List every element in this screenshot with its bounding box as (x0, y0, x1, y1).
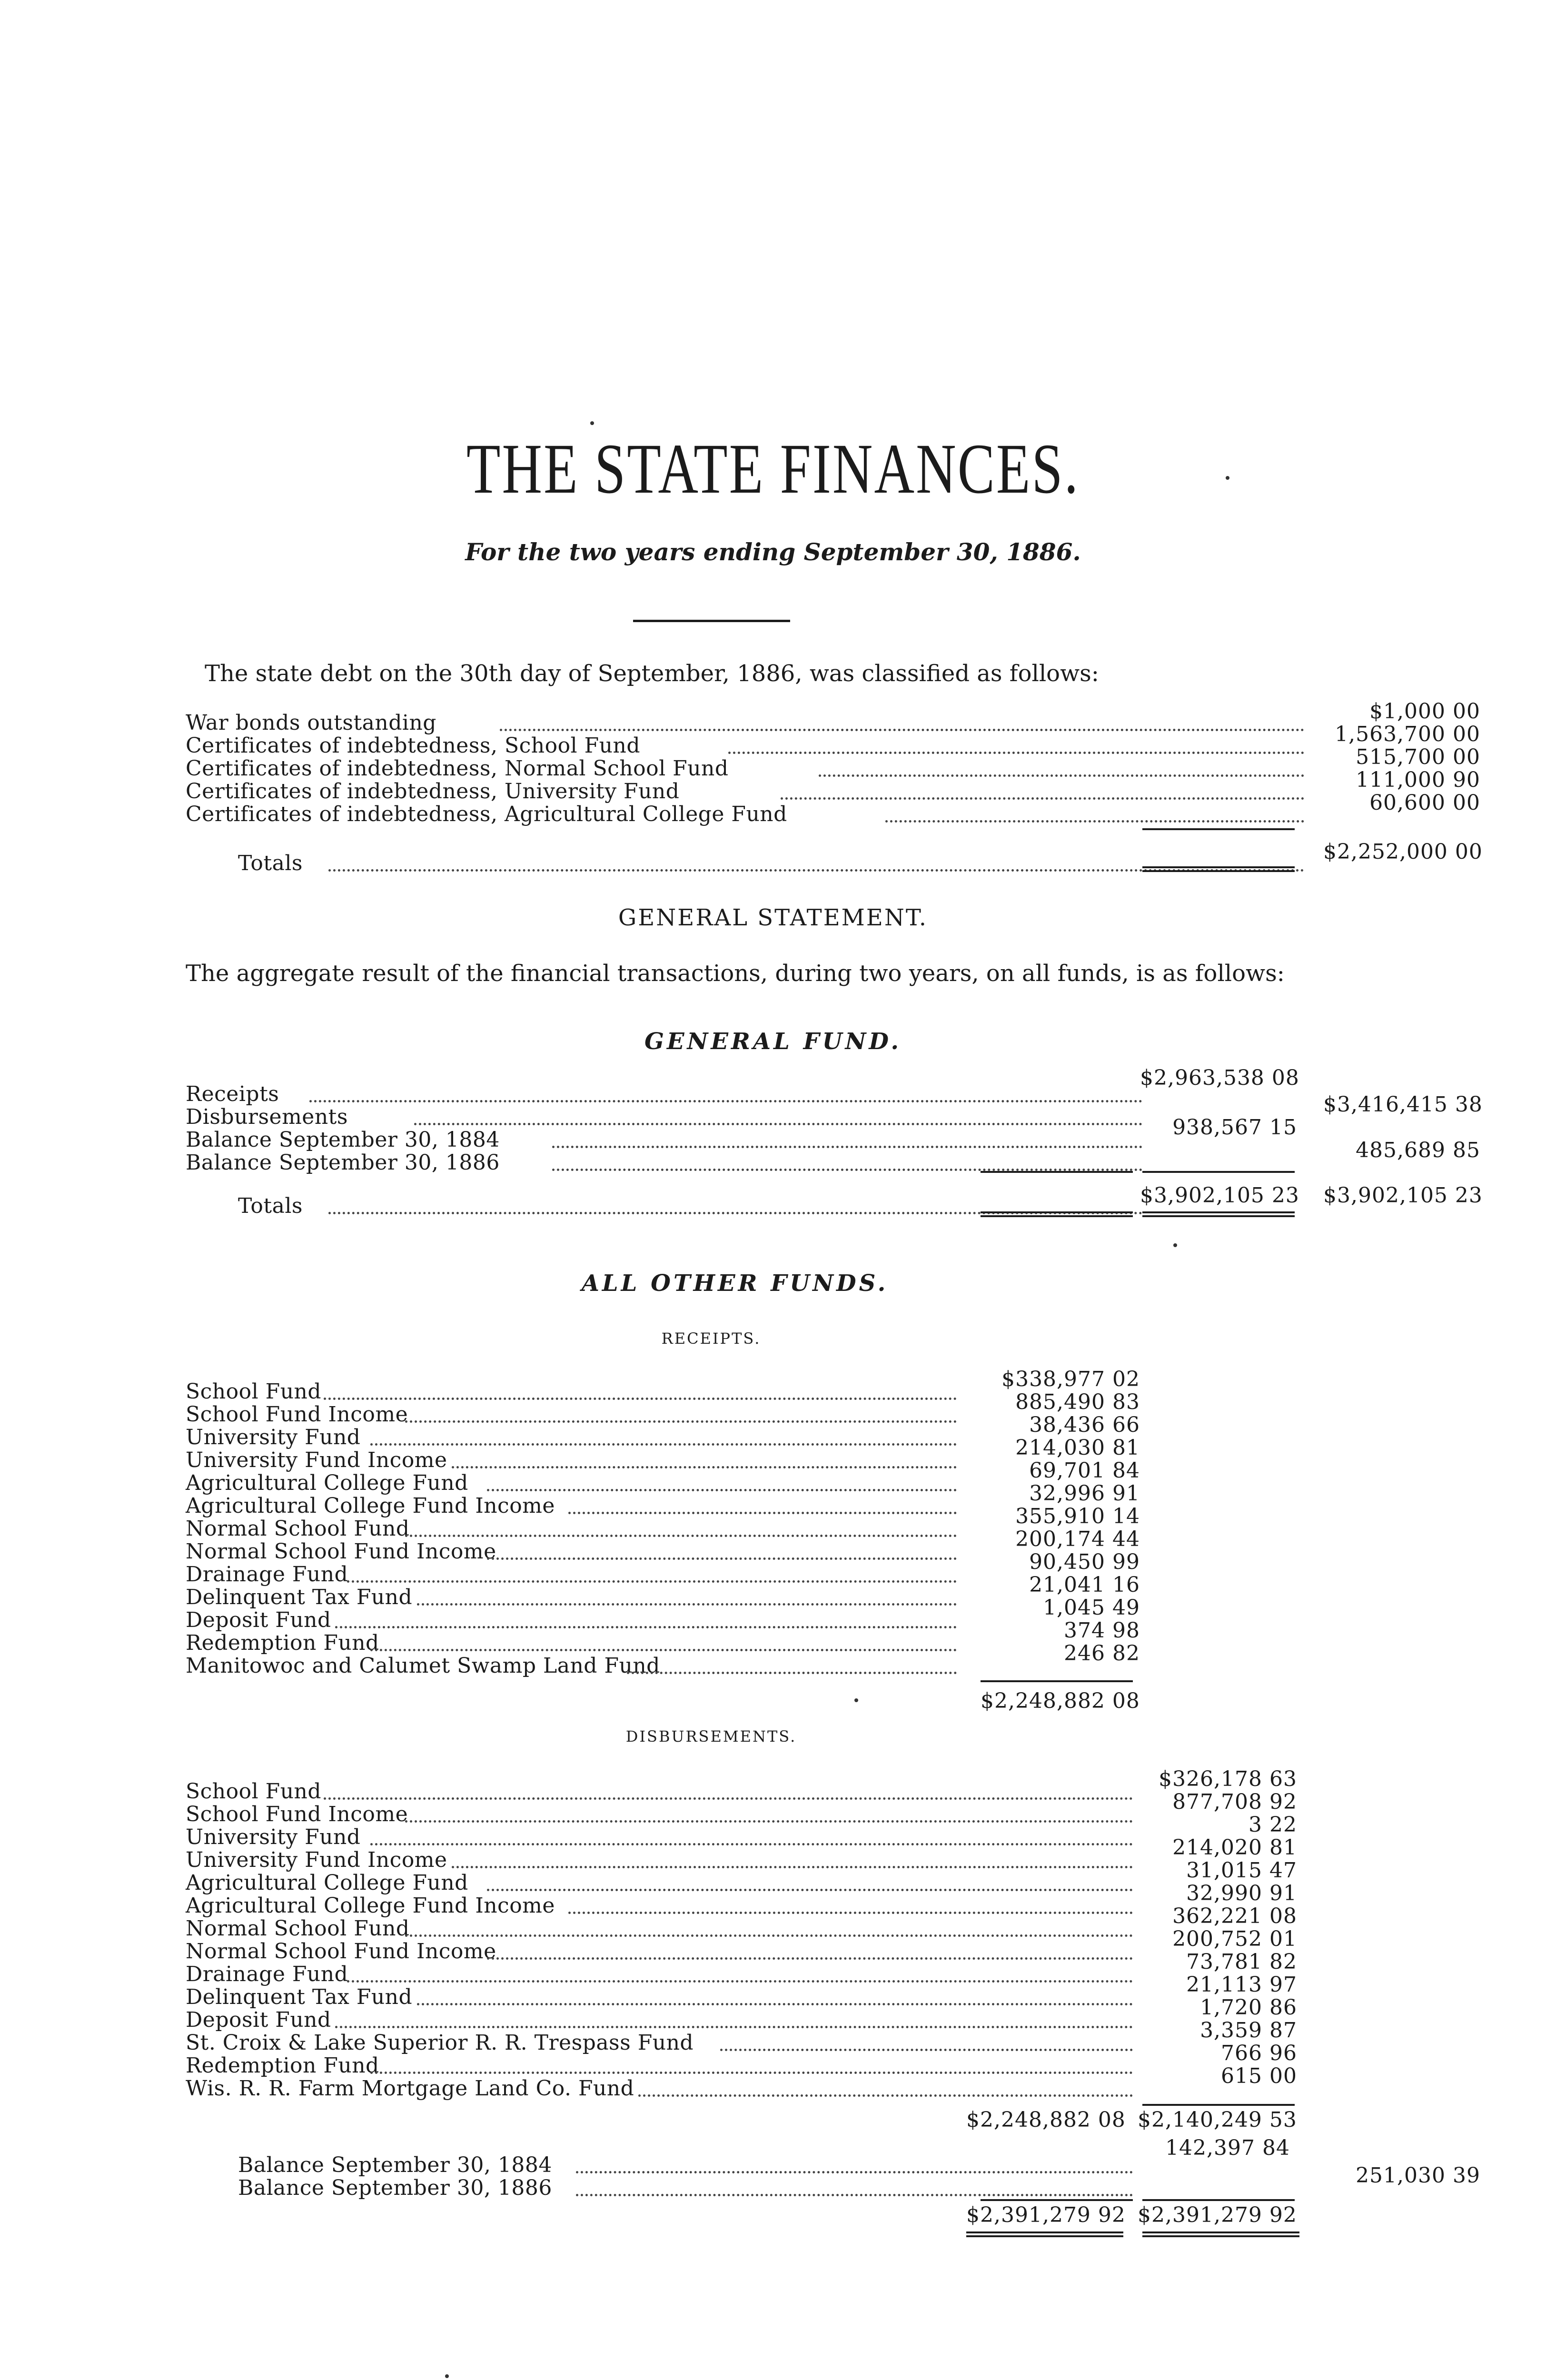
general-fund-col2: 485,689 85 (1356, 1138, 1480, 1162)
leader-dots (324, 1775, 1133, 1800)
leader-dots (568, 1489, 957, 1514)
leader-dots (309, 1077, 1142, 1102)
leader-dots (720, 2026, 1133, 2051)
fund-label: School Fund (186, 1779, 322, 1804)
print-speck (854, 1698, 858, 1702)
fund-value: 214,020 81 (1172, 1835, 1297, 1860)
fund-value: $338,977 02 (1001, 1367, 1140, 1391)
leader-dots (576, 2148, 1133, 2173)
general-fund-totals-col2: $3,902,105 23 (1323, 1183, 1483, 1208)
fund-value: 90,450 99 (1029, 1550, 1140, 1574)
leader-dots (370, 1626, 957, 1651)
fund-label: Manitowoc and Calumet Swamp Land Fund (186, 1654, 660, 1678)
grand-total-col2: $2,391,279 92 (1138, 2203, 1297, 2227)
title-divider (633, 620, 790, 622)
fund-label: Agricultural College Fund (186, 1871, 468, 1895)
leader-dots (500, 706, 1304, 731)
other-funds-heading: ALL OTHER FUNDS. (581, 1270, 889, 1297)
leader-dots (405, 1912, 1133, 1937)
fund-label: Agricultural College Fund Income (186, 1894, 555, 1918)
leader-dots (405, 1512, 957, 1537)
fund-value: 615 00 (1221, 2064, 1297, 2088)
fund-label: School Fund Income (186, 1402, 408, 1427)
fund-value: 200,752 01 (1172, 1927, 1297, 1951)
leader-dots (552, 1146, 1142, 1171)
fund-value: 1,045 49 (1043, 1596, 1140, 1620)
page-title: THE STATE FINANCES. (466, 429, 1080, 508)
debt-row-value: 515,700 00 (1356, 745, 1480, 769)
debt-row-label: War bonds outstanding (186, 711, 436, 735)
leader-dots (487, 1535, 957, 1560)
balance-col2: 251,030 39 (1356, 2163, 1480, 2188)
leader-dots (324, 1375, 957, 1400)
leader-dots (370, 1820, 1133, 1845)
disbursements-heading: DISBURSEMENTS. (625, 1727, 797, 1745)
general-fund-totals-label: Totals (238, 1194, 303, 1218)
fund-value: 73,781 82 (1186, 1950, 1297, 1974)
leader-dots (328, 1189, 1142, 1214)
leader-dots (728, 729, 1304, 754)
fund-label: Delinquent Tax Fund (186, 1985, 413, 2009)
leader-dots (552, 1123, 1142, 1148)
leader-dots (487, 1934, 1133, 1960)
fund-label: Deposit Fund (186, 2008, 331, 2032)
balance-label: Balance September 30, 1886 (238, 2176, 552, 2200)
fund-label: Redemption Fund (186, 1631, 379, 1655)
fund-label: Drainage Fund (186, 1962, 348, 1986)
debt-row-value: 60,600 00 (1369, 791, 1480, 815)
fund-value: 200,174 44 (1015, 1527, 1140, 1551)
fund-value: 3,359 87 (1200, 2018, 1297, 2043)
leader-dots (576, 2171, 1133, 2196)
leader-dots (885, 797, 1304, 823)
debt-totals-label: Totals (238, 851, 303, 875)
leader-dots (405, 1797, 1133, 1823)
fund-label: Delinquent Tax Fund (186, 1585, 413, 1609)
fund-value: 766 96 (1221, 2041, 1297, 2065)
balance-label: Balance September 30, 1884 (238, 2153, 552, 2177)
general-statement-heading: GENERAL STATEMENT. (618, 904, 928, 931)
leader-dots (347, 1957, 1133, 1983)
fund-label: Drainage Fund (186, 1562, 348, 1587)
fund-value: 31,015 47 (1186, 1858, 1297, 1883)
leader-dots (819, 752, 1304, 777)
leader-dots (347, 1557, 957, 1583)
leader-dots (781, 774, 1304, 800)
fund-label: Redemption Fund (186, 2053, 379, 2078)
fund-label: Normal School Fund Income (186, 1539, 496, 1564)
leader-dots (487, 1866, 1133, 1891)
fund-value: 877,708 92 (1172, 1790, 1297, 1814)
page-subtitle: For the two years ending September 30, 1886. (465, 538, 1081, 566)
general-fund-col1: 938,567 15 (1172, 1115, 1297, 1140)
leader-dots (370, 1420, 957, 1446)
leader-dots (370, 2049, 1133, 2074)
general-statement-intro: The aggregate result of the financial transactions, during two years, on all funds, is as follows: (186, 960, 1285, 987)
debt-row-label: Certificates of indebtedness, University Fund (186, 779, 680, 803)
fund-value: 214,030 81 (1015, 1436, 1140, 1460)
general-fund-totals-col1: $3,902,105 23 (1140, 1183, 1299, 1208)
leader-dots (487, 1466, 957, 1491)
debt-row-value: $1,000 00 (1369, 699, 1480, 724)
leader-dots (335, 2003, 1133, 2028)
sum-rule (1142, 2199, 1295, 2201)
grand-total-col1: $2,391,279 92 (966, 2203, 1126, 2227)
sum-rule (981, 2199, 1133, 2201)
fund-label: School Fund (186, 1379, 322, 1404)
sum-rule (1142, 828, 1295, 830)
debt-intro: The state debt on the 30th day of September, 1886, was classified as follows: (205, 660, 1099, 687)
debt-row-value: 1,563,700 00 (1335, 722, 1480, 746)
sum-rule (1142, 1171, 1295, 1173)
print-speck (1173, 1243, 1177, 1247)
general-fund-col1: $2,963,538 08 (1140, 1066, 1299, 1090)
total-double-rule (966, 2231, 1123, 2237)
fund-value: 362,221 08 (1172, 1904, 1297, 1928)
fund-label: Wis. R. R. Farm Mortgage Land Co. Fund (186, 2076, 634, 2101)
fund-value: 38,436 66 (1029, 1413, 1140, 1437)
fund-label: Normal School Fund (186, 1517, 410, 1541)
general-fund-col2: $3,416,415 38 (1323, 1092, 1483, 1117)
leader-dots (452, 1443, 957, 1468)
fund-label: Deposit Fund (186, 1608, 331, 1632)
general-fund-heading: GENERAL FUND. (644, 1028, 902, 1055)
leader-dots (638, 2072, 1133, 2097)
fund-label: Agricultural College Fund Income (186, 1494, 555, 1518)
general-fund-label: Receipts (186, 1082, 279, 1106)
print-speck (1226, 476, 1229, 480)
fund-value: 1,720 86 (1200, 1995, 1297, 2020)
fund-value: 355,910 14 (1015, 1504, 1140, 1528)
fund-value: 21,041 16 (1029, 1573, 1140, 1597)
fund-label: St. Croix & Lake Superior R. R. Trespass Fund (186, 2031, 694, 2055)
receipts-total: $2,248,882 08 (981, 1689, 1140, 1713)
debt-row-value: 111,000 90 (1356, 768, 1480, 792)
leader-dots (417, 1980, 1133, 2005)
print-speck (590, 421, 594, 425)
total-double-rule (981, 1211, 1133, 1217)
fund-value: 21,113 97 (1186, 1973, 1297, 1997)
fund-label: Agricultural College Fund (186, 1471, 468, 1495)
fund-label: University Fund Income (186, 1448, 447, 1472)
print-speck (445, 2374, 449, 2378)
fund-label: Normal School Fund Income (186, 1939, 496, 1964)
fund-value: 32,990 91 (1186, 1881, 1297, 1905)
fund-label: University Fund (186, 1425, 361, 1449)
fund-value: $326,178 63 (1159, 1767, 1297, 1791)
general-fund-label: Disbursements (186, 1105, 348, 1129)
total-double-rule (1142, 2231, 1299, 2237)
general-fund-label: Balance September 30, 1886 (186, 1150, 500, 1175)
fund-value: 69,701 84 (1029, 1458, 1140, 1483)
leader-dots (452, 1843, 1133, 1868)
leader-dots (627, 1649, 957, 1674)
total-double-rule (1142, 1211, 1295, 1217)
sum-rule (1142, 2104, 1295, 2106)
fund-label: Normal School Fund (186, 1916, 410, 1941)
fund-value: 246 82 (1064, 1641, 1140, 1666)
sum-rule (981, 1680, 1133, 1682)
leader-dots (335, 1603, 957, 1628)
debt-row-label: Certificates of indebtedness, Normal School Fund (186, 756, 729, 781)
fund-label: University Fund (186, 1825, 361, 1849)
sum-rule (981, 1171, 1133, 1173)
leader-dots (568, 1889, 1133, 1914)
general-fund-label: Balance September 30, 1884 (186, 1128, 500, 1152)
subtotal-col1: $2,248,882 08 (966, 2108, 1126, 2132)
leader-dots (405, 1398, 957, 1423)
fund-value: 885,490 83 (1015, 1390, 1140, 1414)
fund-value: 374 98 (1064, 1618, 1140, 1643)
fund-label: University Fund Income (186, 1848, 447, 1872)
leader-dots (417, 1580, 957, 1606)
debt-totals-value: $2,252,000 00 (1323, 840, 1483, 864)
debt-row-label: Certificates of indebtedness, Agricultural College Fund (186, 802, 787, 826)
receipts-heading: RECEIPTS. (661, 1329, 761, 1348)
subtotal-col2: $2,140,249 53 (1138, 2108, 1297, 2132)
leader-dots (414, 1100, 1142, 1125)
fund-value: 32,996 91 (1029, 1481, 1140, 1506)
balance-col1: 142,397 84 (1165, 2136, 1290, 2160)
debt-row-label: Certificates of indebtedness, School Fund (186, 734, 640, 758)
fund-value: 3 22 (1249, 1813, 1297, 1837)
total-double-rule (1142, 866, 1295, 872)
fund-label: School Fund Income (186, 1802, 408, 1826)
